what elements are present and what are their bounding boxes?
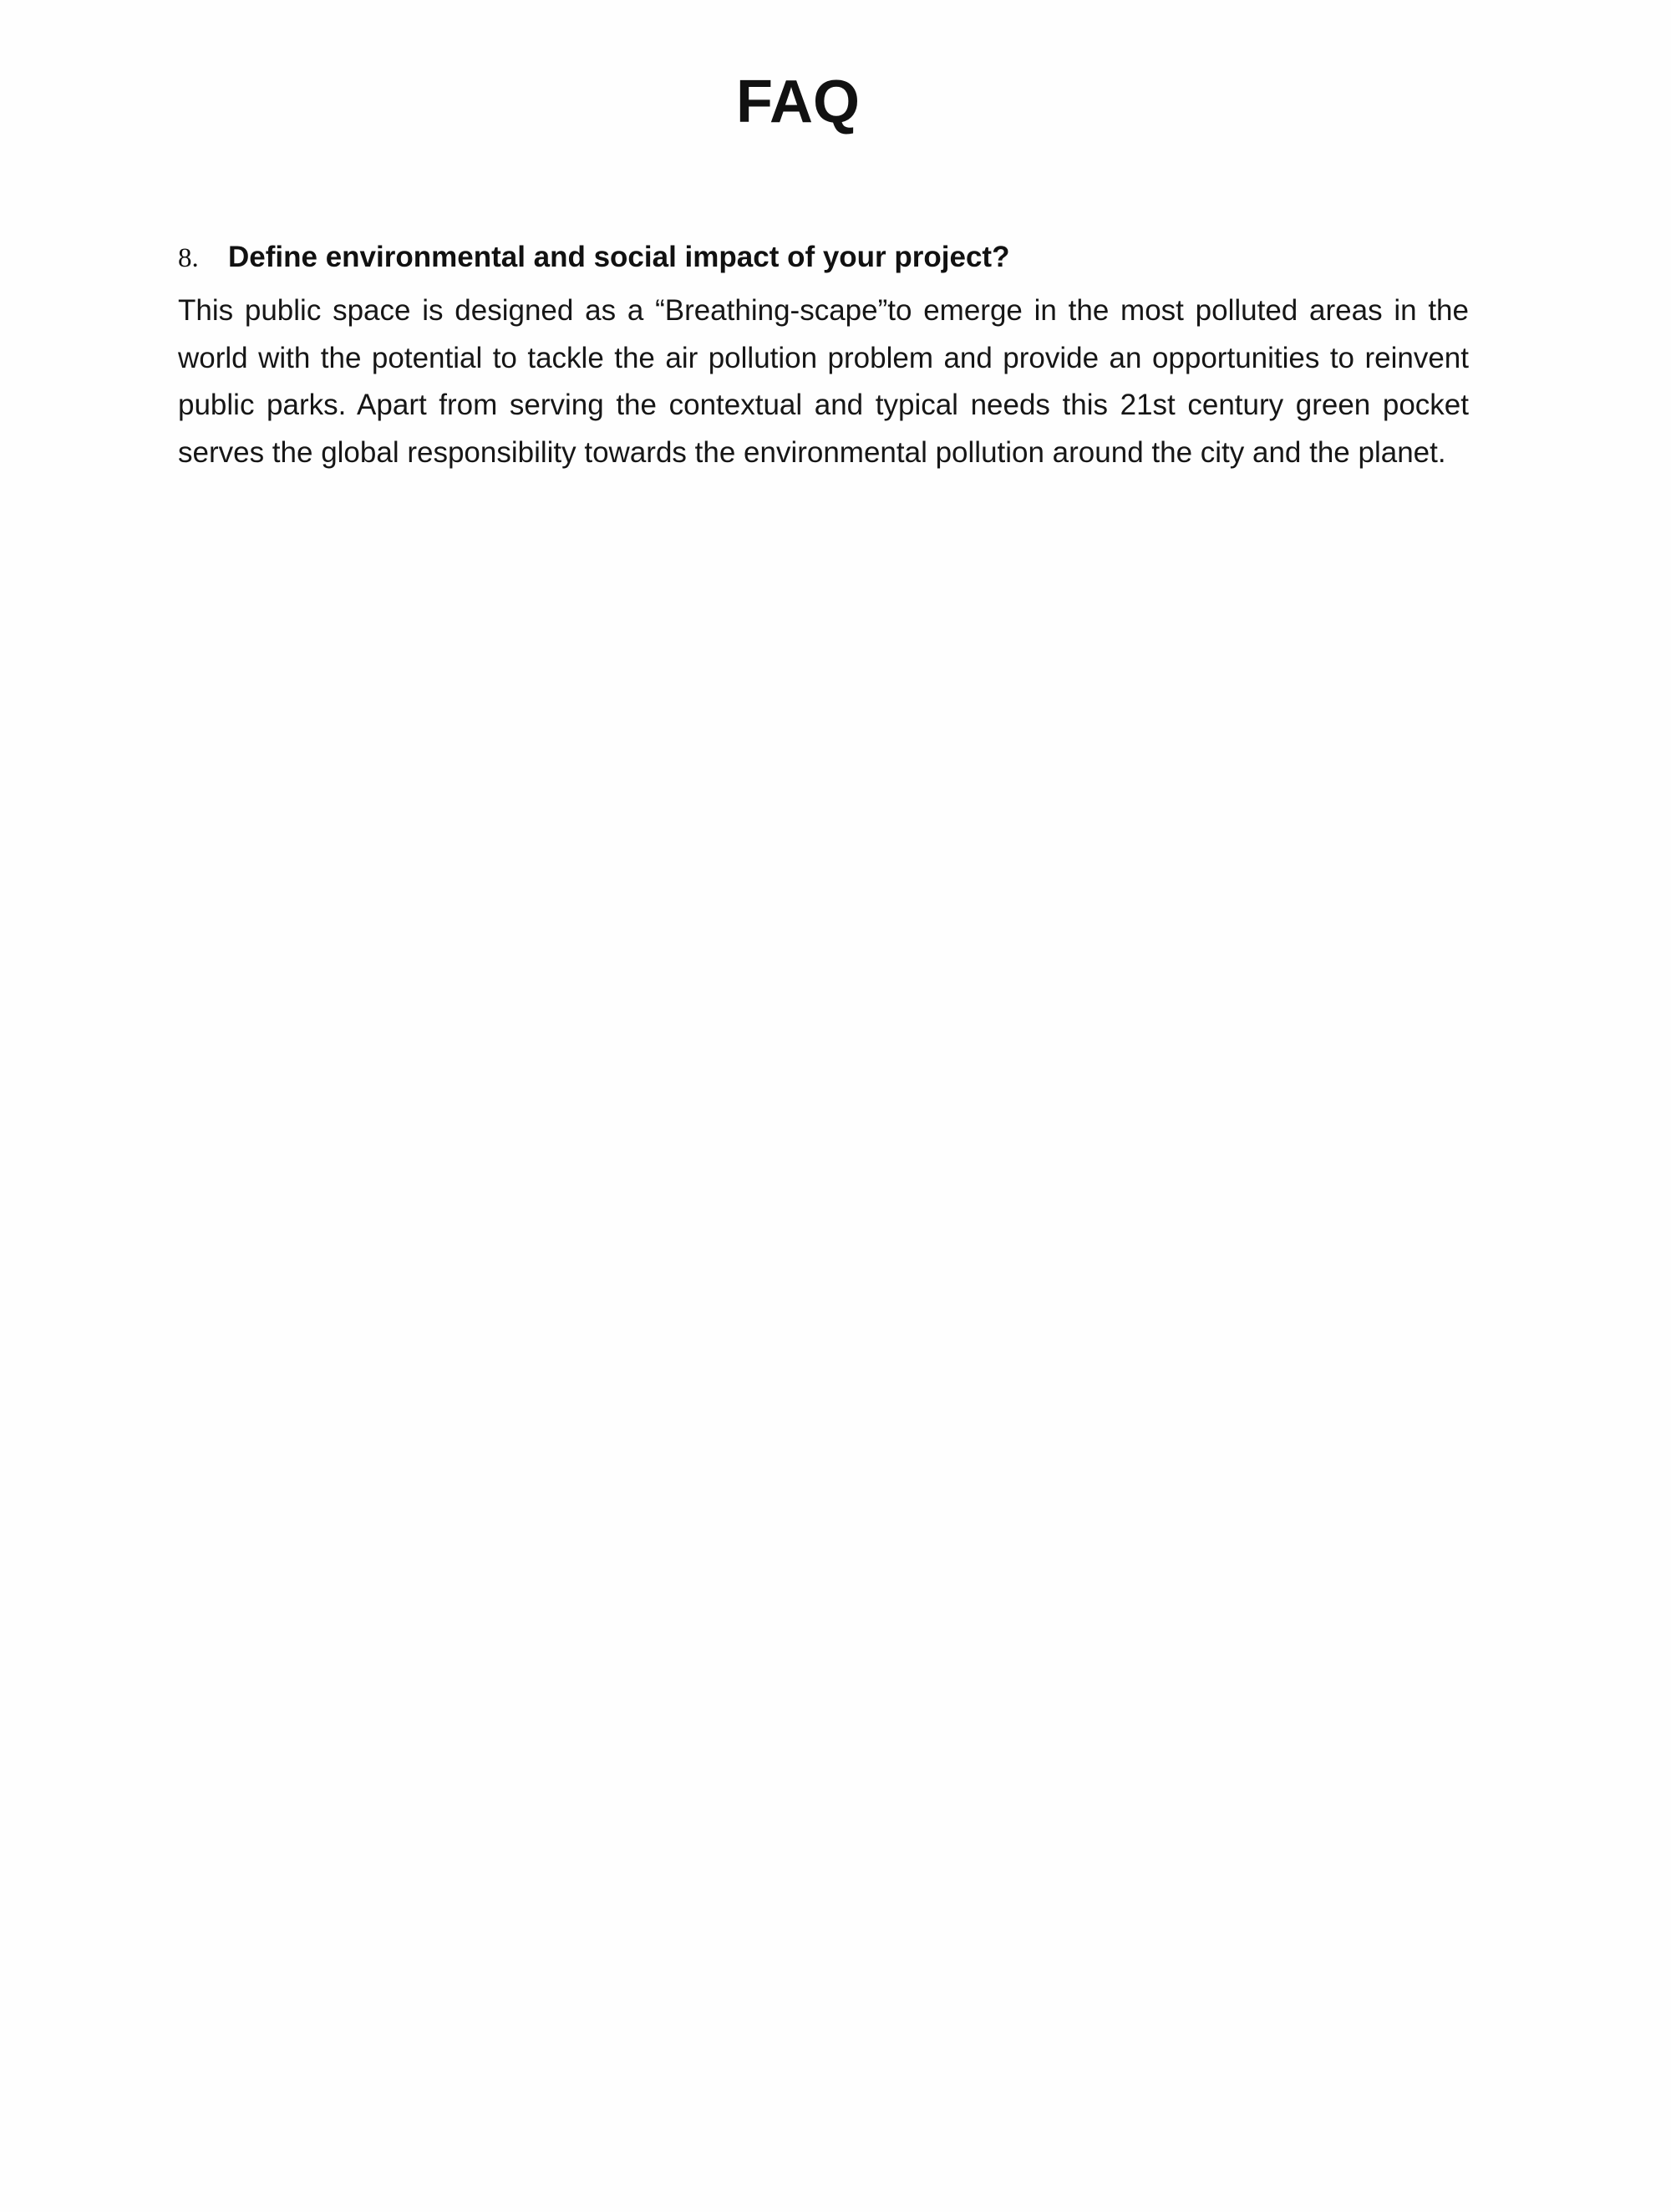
faq-question — [178, 236, 1481, 280]
question-number: 8. — [178, 243, 199, 273]
answer-paragraph: This public space is designed as a “Breathing-scape”to emerge in the most polluted areas in the world with the potential to tackle the air pollution problem and provide an opportunities to reinvent public parks. Apart from serving the contextual and typical needs this 21st century green pocket serves the global responsibility towards the environmental pollution around the city and the planet. — [178, 294, 1469, 469]
page-title: FAQ — [735, 69, 860, 135]
question-text: Define environmental and social impact of your project? — [228, 241, 1010, 273]
